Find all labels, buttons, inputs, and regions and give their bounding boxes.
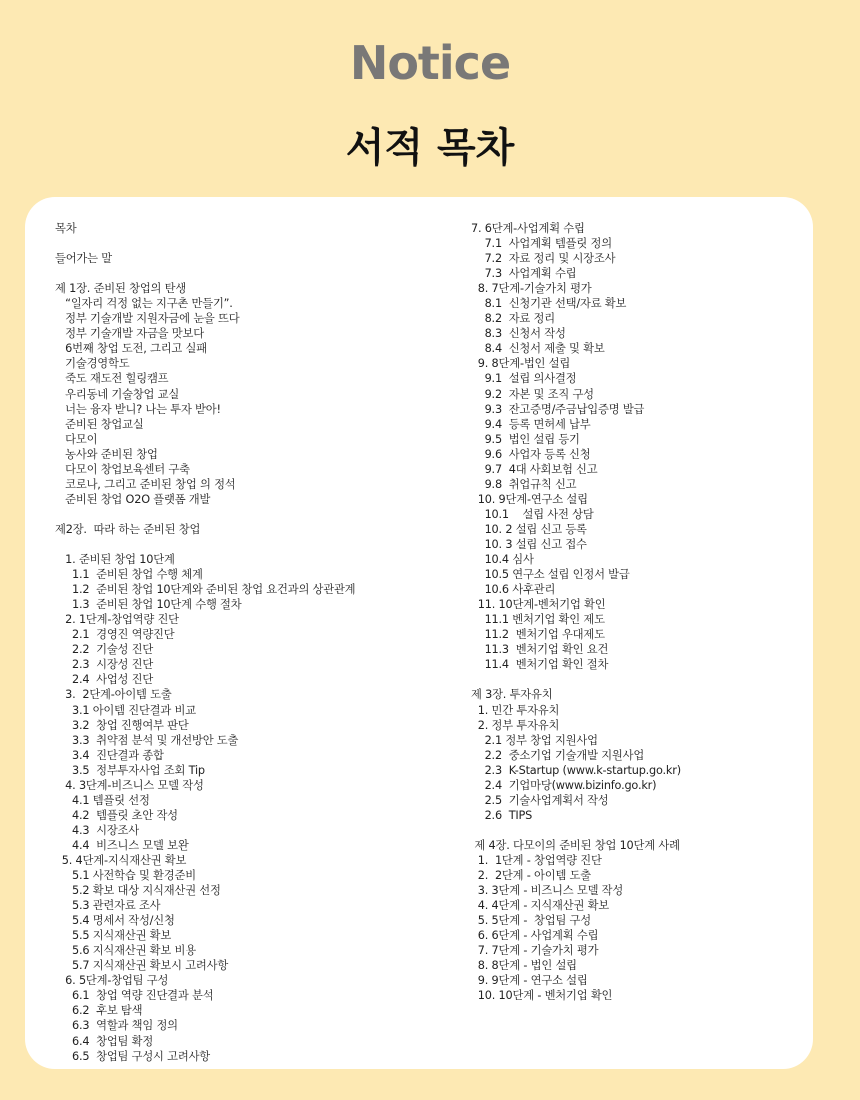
toc-entry: 1. 준비된 창업 10단계: [55, 553, 175, 567]
toc-entry: 2.3 K-Startup (www.k-startup.go.kr): [471, 763, 681, 777]
toc-entry: 9.8 취업규칙 신고: [471, 477, 577, 491]
toc-entry: 정부 기술개발 지원자금에 눈을 뜨다: [55, 312, 240, 326]
page-title: 서적 목차: [345, 125, 515, 171]
toc-entry: 너는 융자 받니? 나는 투자 받아!: [55, 402, 221, 416]
toc-entry: 9.7 4대 사회보험 신고: [471, 462, 598, 476]
toc-left-column: [55, 221, 355, 1064]
toc-entry: 5.7 지식재산권 확보시 고려사항: [55, 959, 229, 973]
toc-entry: 농사와 준비된 창업: [55, 447, 158, 461]
toc-card: [25, 197, 813, 1069]
toc-entry: 2.1 정부 창업 지원사업: [471, 733, 598, 747]
toc-entry: 4.3 시장조사: [55, 823, 139, 837]
toc-entry: 9.6 사업자 등록 신청: [471, 447, 591, 461]
toc-entry: 1.2 준비된 창업 10단계와 준비된 창업 요건과의 상관관계: [55, 583, 356, 597]
toc-entry: 제 1장. 준비된 창업의 탄생: [55, 282, 187, 296]
toc-entry: 2. 정부 투자유치: [471, 718, 560, 732]
toc-entry: 8. 8단계 - 법인 설립: [471, 959, 577, 973]
toc-entry: 5. 5단계 - 창업팀 구성: [471, 914, 591, 928]
toc-entry: 10. 10단계 - 벤처기업 확인: [471, 989, 613, 1003]
toc-entry: 죽도 재도전 힐링캠프: [55, 372, 169, 386]
toc-entry: 9.5 법인 설립 등기: [471, 432, 580, 446]
toc-entry: 4. 4단계 - 지식재산권 확보: [471, 899, 610, 913]
toc-entry: 11.4 벤처기업 확인 절차: [471, 658, 609, 672]
toc-entry: 2.5 기술사업계획서 작성: [471, 793, 609, 807]
toc-entry: 8.2 자료 정리: [471, 312, 555, 326]
toc-entry: 9.4 등록 면허세 납부: [471, 417, 591, 431]
toc-entry: 준비된 창업 O2O 플랫폼 개발: [55, 492, 211, 506]
toc-entry: 1. 1단계 - 창업역량 진단: [471, 853, 602, 867]
toc-entry: 8.3 신청서 작성: [471, 327, 566, 341]
toc-entry: 4.1 템플릿 선정: [55, 793, 150, 807]
toc-entry: 목차: [55, 222, 77, 235]
toc-entry: 3.5 정부투자사업 조회 Tip: [55, 763, 205, 777]
toc-entry: 10.5 연구소 설립 인정서 발급: [471, 568, 630, 582]
toc-entry: 3.3 취약점 분석 및 개선방안 도출: [55, 733, 239, 747]
toc-entry: “일자리 걱정 없는 지구촌 만들기”.: [55, 297, 233, 311]
toc-entry: 4.2 템플릿 초안 작성: [55, 808, 178, 822]
toc-entry: 10.1 설립 사전 상담: [471, 507, 594, 521]
toc-entry: 9.2 자본 및 조직 구성: [471, 387, 594, 401]
toc-entry: 8. 7단계-기술가치 평가: [471, 282, 592, 296]
toc-entry: 10.4 심사: [471, 553, 534, 567]
toc-entry: 5.6 지식재산권 확보 비용: [55, 944, 196, 958]
toc-entry: 6. 5단계-창업팀 구성: [55, 974, 169, 988]
toc-entry: [55, 507, 355, 522]
toc-entry: 5.4 명세서 작성/신청: [55, 914, 175, 928]
toc-entry: 1. 민간 투자유치: [471, 703, 560, 717]
toc-entry: 6.5 창업팀 구성시 고려사항: [55, 1049, 211, 1063]
toc-entry: 8.1 신청기관 선택/자료 확보: [471, 297, 627, 311]
toc-entry: 9.3 잔고증명/주금납입증명 발급: [471, 402, 645, 416]
toc-entry: 3. 2단계-아이템 도출: [55, 688, 172, 702]
toc-entry: 11.3 벤처기업 확인 요건: [471, 643, 609, 657]
toc-entry: 정부 기술개발 자금을 맛보다: [55, 327, 204, 341]
toc-entry: 3.2 창업 진행여부 판단: [55, 718, 189, 732]
toc-entry: 5.5 지식재산권 확보: [55, 929, 172, 943]
toc-entry: 6.4 창업팀 확정: [55, 1034, 154, 1048]
toc-entry: 3.4 진단결과 종합: [55, 748, 164, 762]
toc-entry: 2. 2단계 - 아이템 도출: [471, 869, 591, 883]
notice-heading: Notice: [349, 36, 511, 90]
toc-entry: 1.3 준비된 창업 10단계 수행 절차: [55, 598, 242, 612]
toc-entry: 6.3 역할과 책임 정의: [55, 1019, 178, 1033]
toc-entry: [55, 266, 355, 281]
toc-entry: 9. 9단계 - 연구소 설립: [471, 974, 588, 988]
toc-entry: 6. 6단계 - 사업계획 수립: [471, 929, 599, 943]
toc-entry: 5.1 사전학습 및 환경준비: [55, 869, 196, 883]
toc-entry: 11.1 벤처기업 확인 제도: [471, 613, 605, 627]
toc-entry: 다모이 창업보육센터 구축: [55, 462, 190, 476]
toc-entry: 2.2 기술성 진단: [55, 643, 154, 657]
toc-entry: 5. 4단계-지식재산권 확보: [55, 853, 187, 867]
toc-right-column: [471, 221, 681, 1003]
toc-entry: 2.6 TIPS: [471, 808, 533, 822]
toc-entry: 10. 2 설립 신고 등록: [471, 522, 587, 536]
toc-entry: 7.1 사업계획 템플릿 정의: [471, 237, 612, 251]
toc-entry: [55, 236, 355, 251]
toc-entry: 3.1 아이템 진단결과 비교: [55, 703, 196, 717]
toc-entry: 6.2 후보 탐색: [55, 1004, 143, 1018]
toc-entry: 4.4 비즈니스 모델 보완: [55, 838, 189, 852]
toc-entry: 7. 7단계 - 기술가치 평가: [471, 944, 599, 958]
toc-entry: 7.2 자료 정리 및 시장조사: [471, 252, 616, 266]
toc-entry: [55, 537, 355, 552]
toc-entry: 2.1 경영진 역량진단: [55, 628, 175, 642]
toc-entry: 준비된 창업교실: [55, 417, 144, 431]
toc-entry: 8.4 신청서 제출 및 확보: [471, 342, 605, 356]
toc-entry: 9. 8단계-법인 설립: [471, 357, 571, 371]
toc-entry: [471, 823, 681, 838]
toc-entry: 9.1 설립 의사결정: [471, 372, 577, 386]
toc-entry: 제 4장. 다모이의 준비된 창업 10단계 사례: [471, 838, 680, 852]
toc-entry: 제2장. 따라 하는 준비된 창업: [55, 522, 201, 536]
toc-entry: 11. 10단계-벤처기업 확인: [471, 598, 606, 612]
toc-entry: 7. 6단계-사업계획 수립: [471, 222, 585, 235]
toc-entry: 6번째 창업 도전, 그리고 실패: [55, 342, 207, 356]
toc-entry: 2. 1단계-창업역량 진단: [55, 613, 179, 627]
toc-entry: 11.2 벤처기업 우대제도: [471, 628, 605, 642]
toc-entry: 우리동네 기술창업 교실: [55, 387, 180, 401]
toc-entry: 기술경영학도: [55, 357, 130, 371]
toc-entry: 10. 3 설립 신고 접수: [471, 537, 587, 551]
toc-entry: 제 3장. 투자유치: [471, 688, 553, 702]
toc-entry: 10. 9단계-연구소 설립: [471, 492, 588, 506]
toc-entry: 다모이: [55, 432, 98, 446]
toc-entry: 2.2 중소기업 기술개발 지원사업: [471, 748, 645, 762]
toc-entry: 10.6 사후관리: [471, 583, 556, 597]
toc-entry: 2.4 사업성 진단: [55, 673, 154, 687]
toc-entry: 3. 3단계 - 비즈니스 모델 작성: [471, 884, 624, 898]
toc-entry: 7.3 사업계획 수립: [471, 267, 577, 281]
toc-entry: 1.1 준비된 창업 수행 체계: [55, 568, 203, 582]
toc-entry: 코로나, 그리고 준비된 창업 의 정석: [55, 477, 236, 491]
toc-entry: [471, 672, 681, 687]
toc-entry: 2.4 기업마당(www.bizinfo.go.kr): [471, 778, 657, 792]
toc-entry: 2.3 시장성 진단: [55, 658, 154, 672]
toc-entry: 4. 3단계-비즈니스 모델 작성: [55, 778, 204, 792]
toc-entry: 6.1 창업 역량 진단결과 분석: [55, 989, 214, 1003]
toc-entry: 5.2 확보 대상 지식재산권 선정: [55, 884, 221, 898]
toc-entry: 들어가는 말: [55, 252, 112, 266]
toc-entry: 5.3 관련자료 조사: [55, 899, 161, 913]
